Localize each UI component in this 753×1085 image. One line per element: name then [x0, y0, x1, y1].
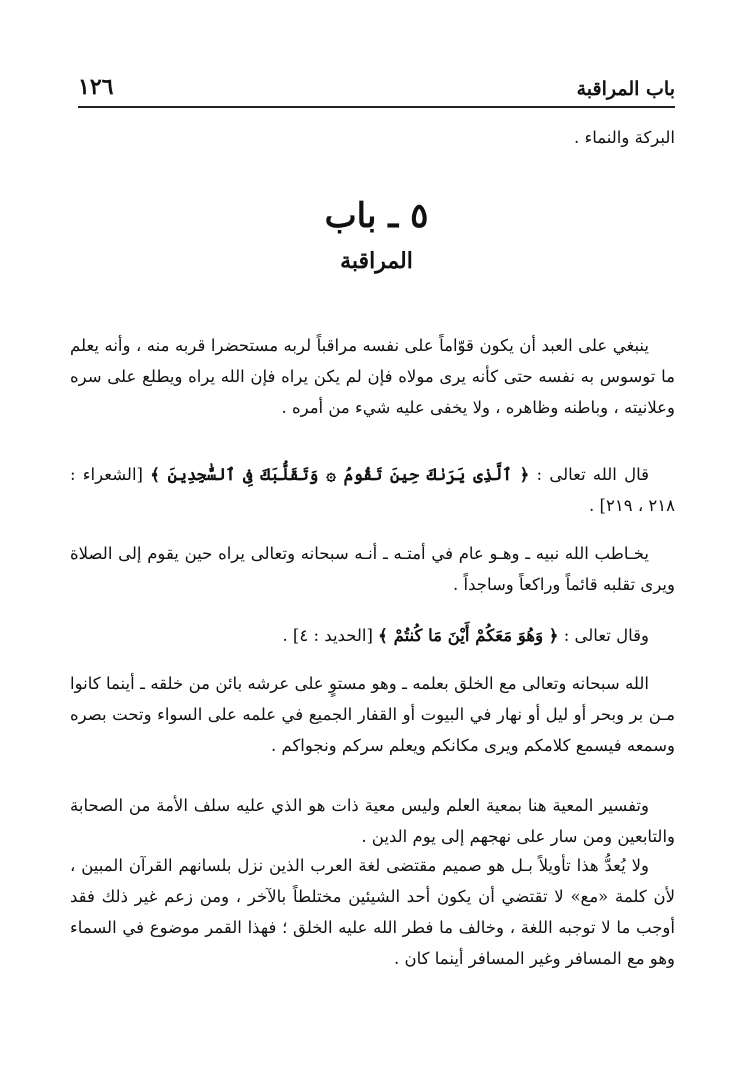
- citation-line: [70, 620, 675, 651]
- running-header: [78, 66, 675, 108]
- verse-reference: [الحديد : ٤] .: [282, 626, 373, 645]
- chapter-subtitle: المراقبة: [340, 248, 413, 274]
- paragraph-text: يخـاطب الله نبيه ـ وهـو عام في أمتـه ـ أنـه سبحانه وتعالى يراه حين يقوم إلى الصلاة ويرى تقلبه قائماً وراكعاً وساجداً .: [70, 544, 675, 594]
- paragraph-commentary-1: [70, 538, 675, 600]
- paragraph-commentary-2: [70, 668, 675, 761]
- citation-line: [70, 459, 675, 521]
- running-title: باب المراقبة: [576, 78, 675, 100]
- continuation-text: البركة والنماء .: [573, 128, 675, 147]
- paragraph-text: وتفسير المعية هنا بمعية العلم وليس معية ذات هو الذي عليه سلف الأمة من الصحابة والتابعين ومن سار على نهجهم إلى يوم الدين .: [70, 796, 675, 846]
- citation-intro: وقال تعالى :: [563, 626, 649, 645]
- verse-reference: [الشعراء : ٢١٨ ، ٢١٩] .: [70, 465, 675, 515]
- paragraph-quran-citation-1: [70, 459, 675, 521]
- paragraph-text: ينبغي على العبد أن يكون قوّاماً على نفسه مراقباً لربه مستحضرا قربه منه ، وأنه يعلم ما توسوس به نفسه حتى كأنه يرى مولاه فإن لم يكن يراه فإن الله يراه ويطلع على سره وعلانيته ، وباطنه وظاهره ، ولا يخفى عليه شيء من أمره .: [70, 336, 675, 417]
- paragraph-commentary-4: [70, 850, 675, 974]
- quran-verse: ﴿ وَهُوَ مَعَكُمْ أَيْنَ مَا كُنتُمْ ﴾: [378, 626, 559, 645]
- paragraph-quran-citation-2: [70, 620, 675, 651]
- page-number: ١٢٦: [78, 74, 114, 100]
- paragraph-text: ولا يُعدُّ هذا تأويلاً بـل هو صميم مقتضى لغة العرب الذين نزل بلسانهم القرآن المبين ، لأن كلمة «مع» لا تقتضي أن يكون أحد الشيئين مختلطاً بالآخر ، ومن زعم غير ذلك فقد أوجب ما لا توجبه اللغة ، وخالف ما فطر الله عليه الخلق ؛ فهذا القمر موضوع في السماء وهو مع المسافر وغير المسافر أينما كان .: [70, 856, 675, 968]
- paragraph-introduction: [70, 330, 675, 423]
- citation-intro: قال الله تعالى :: [536, 465, 649, 484]
- quran-verse: ﴿ ٱلَّذِى يَرَىٰكَ حِينَ تَقُومُ ۞ وَتَقَلُّبَكَ فِى ٱلسَّٰجِدِينَ ﴾: [150, 465, 530, 484]
- chapter-heading: ٥ ـ باب: [324, 196, 429, 236]
- paragraph-commentary-3: [70, 790, 675, 852]
- paragraph-text: الله سبحانه وتعالى مع الخلق بعلمه ـ وهو مستوٍ على عرشه بائن من خلقه ـ أينما كانوا مـن بر وبحر أو ليل أو نهار في البيوت أو القفار الجميع في علمه على السواء وتحت بصره وسمعه فيسمع كلامكم ويرى مكانكم ويعلم سركم ونجواكم .: [70, 674, 675, 755]
